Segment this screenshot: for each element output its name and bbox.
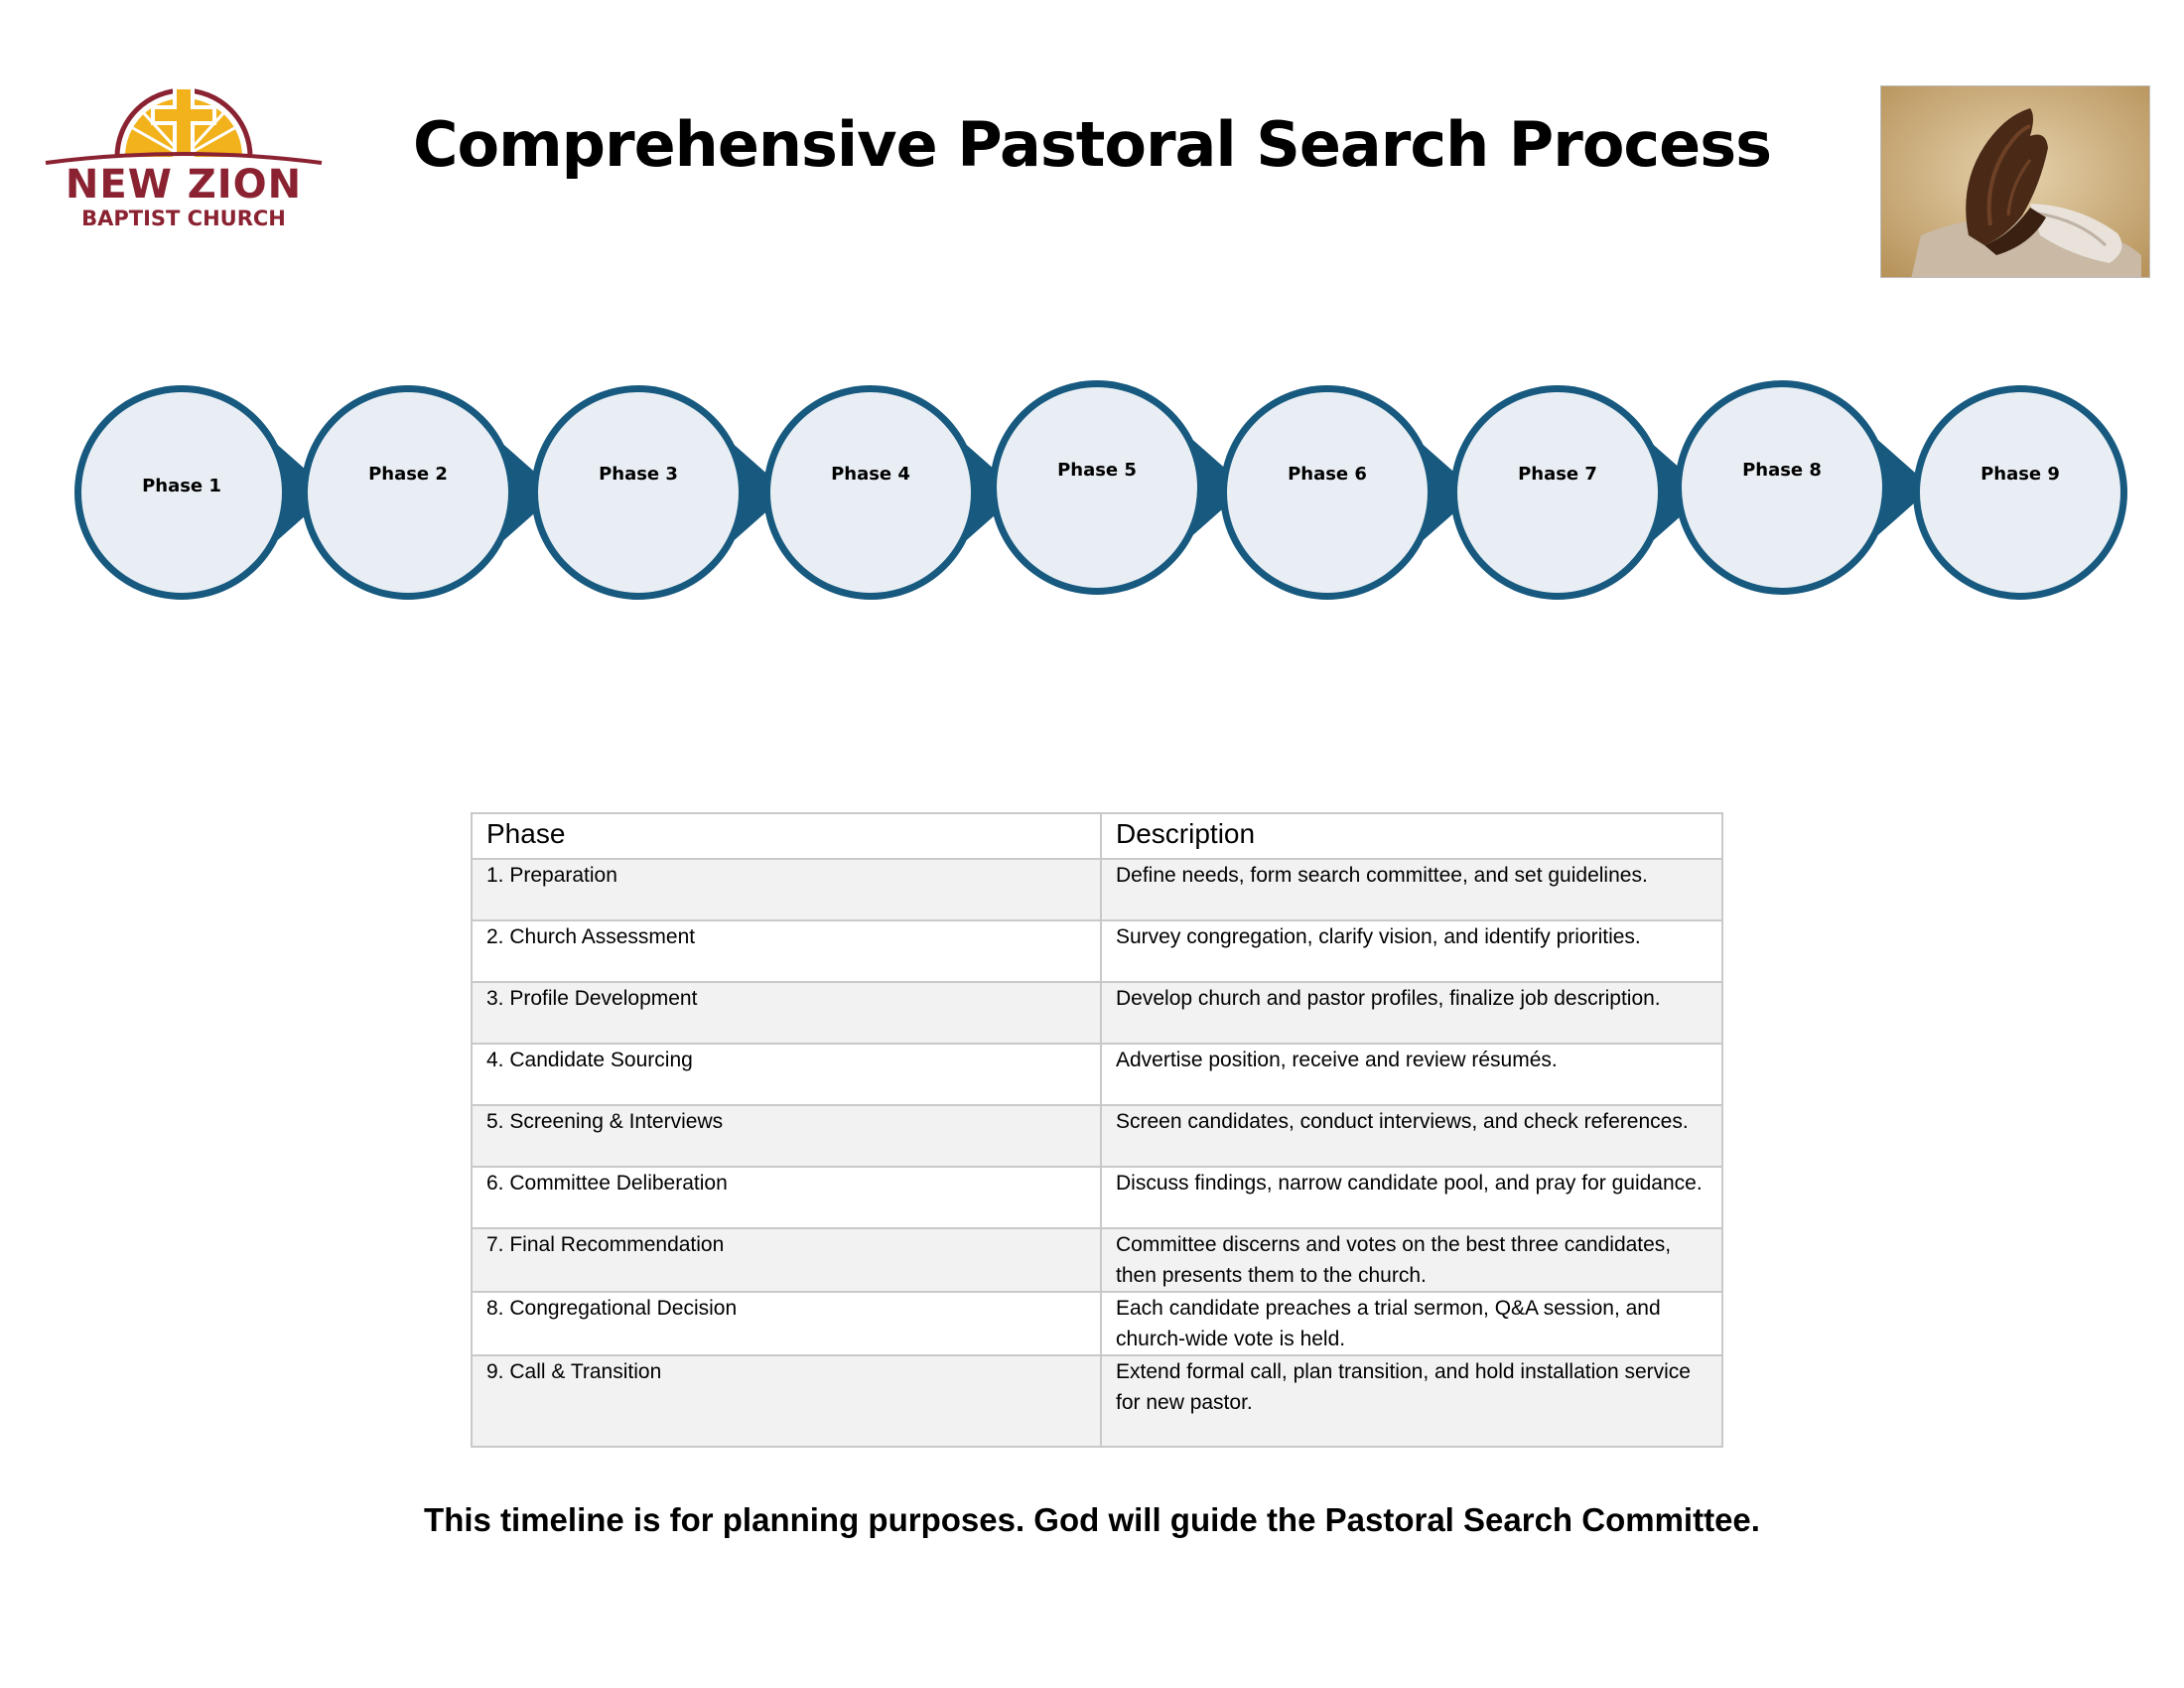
table-row	[472, 1044, 1722, 1105]
phase-cell: 4. Candidate Sourcing	[472, 1044, 1101, 1105]
phase-label: Phase 5	[1057, 460, 1137, 481]
church-logo	[40, 58, 328, 236]
phase-node	[1913, 385, 2127, 600]
phase-label: Phase 9	[1980, 464, 2060, 485]
page-title: Comprehensive Pastoral Search Process	[412, 108, 1772, 181]
description-cell: Screen candidates, conduct interviews, and check references.	[1101, 1105, 1722, 1167]
phase-node	[531, 385, 788, 600]
sunrise-cross-icon	[40, 58, 328, 167]
phase-cell: 6. Committee Deliberation	[472, 1167, 1101, 1228]
phase-cell: 7. Final Recommendation	[472, 1228, 1101, 1292]
phase-cell: 1. Preparation	[472, 859, 1101, 920]
table-header-description: Description	[1101, 813, 1722, 859]
description-cell: Define needs, form search committee, and set guidelines.	[1101, 859, 1722, 920]
description-cell: Advertise position, receive and review résumés.	[1101, 1044, 1722, 1105]
table-row	[472, 1355, 1722, 1447]
phase-label: Phase 6	[1288, 464, 1367, 485]
table-row	[472, 920, 1722, 982]
table-row	[472, 1228, 1722, 1292]
description-cell: Each candidate preaches a trial sermon, Q&A session, and church-wide vote is held.	[1101, 1292, 1722, 1355]
footer-note: This timeline is for planning purposes. God will guide the Pastoral Search Committee.	[424, 1501, 1760, 1538]
praying-hands-image	[1880, 85, 2150, 278]
description-cell: Develop church and pastor profiles, finalize job description.	[1101, 982, 1722, 1044]
praying-hands-icon	[1881, 86, 2150, 278]
phase-label: Phase 1	[142, 476, 221, 496]
phase-node	[1220, 385, 1477, 600]
phase-node	[301, 385, 558, 600]
description-cell: Survey congregation, clarify vision, and identify priorities.	[1101, 920, 1722, 982]
table-row	[472, 982, 1722, 1044]
phase-cell: 5. Screening & Interviews	[472, 1105, 1101, 1167]
phase-label: Phase 7	[1518, 464, 1597, 485]
description-cell: Discuss findings, narrow candidate pool, and pray for guidance.	[1101, 1167, 1722, 1228]
table-header-row	[472, 813, 1722, 859]
phase-node	[1675, 380, 1932, 595]
description-cell: Extend formal call, plan transition, and hold installation service for new pastor.	[1101, 1355, 1722, 1447]
phase-cell: 9. Call & Transition	[472, 1355, 1101, 1447]
phase-node	[74, 385, 332, 600]
phase-node	[1450, 385, 1707, 600]
phase-cell: 2. Church Assessment	[472, 920, 1101, 982]
phase-flow-diagram	[0, 377, 2184, 616]
table-row	[472, 1105, 1722, 1167]
church-subtitle: BAPTIST CHURCH	[81, 207, 286, 230]
description-cell: Committee discerns and votes on the best three candidates, then presents them to the church.	[1101, 1228, 1722, 1292]
phase-label: Phase 4	[831, 464, 910, 485]
table-header-phase: Phase	[472, 813, 1101, 859]
table-row	[472, 1292, 1722, 1355]
table-row	[472, 859, 1722, 920]
phase-label: Phase 3	[599, 464, 678, 485]
phase-cell: 8. Congregational Decision	[472, 1292, 1101, 1355]
phase-description-table	[471, 812, 1723, 1448]
table-row	[472, 1167, 1722, 1228]
phase-label: Phase 2	[368, 464, 448, 485]
phase-cell: 3. Profile Development	[472, 982, 1101, 1044]
phase-node	[763, 385, 1021, 600]
church-name: NEW ZION	[65, 162, 303, 208]
phase-label: Phase 8	[1742, 460, 1822, 481]
phase-node	[990, 380, 1247, 595]
